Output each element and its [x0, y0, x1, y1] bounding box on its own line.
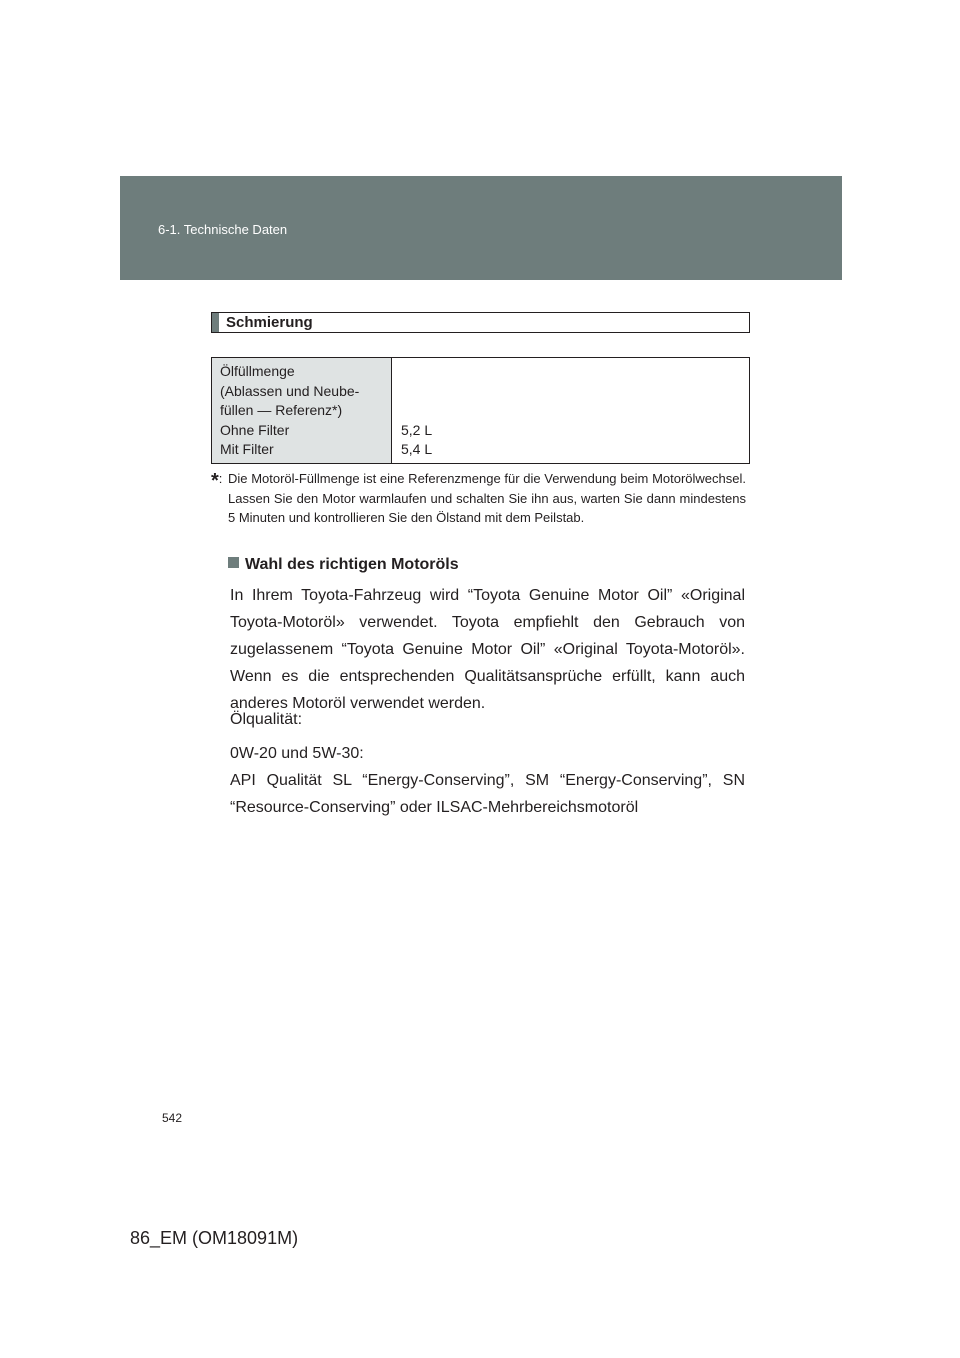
- section-title-bar: [211, 312, 750, 333]
- api-quality-line: API Qualität SL “Energy-Conserving”, SM “Energy-Conserving”, SN “Resource-Conserving” oder ILSAC-Mehrbereichsmotoröl: [230, 772, 745, 816]
- footnote: [211, 469, 746, 528]
- section-title: Schmierung: [226, 314, 313, 331]
- spec-label-line: füllen — Referenz*): [220, 402, 343, 418]
- page-number: 542: [162, 1111, 183, 1125]
- body-paragraph: In Ihrem Toyota-Fahrzeug wird “Toyota Genuine Motor Oil” «Original Toyota-Motoröl» verwendet. Toyota empfiehlt den Gebrauch von zugelassenem “Toyota Genuine Motor Oil” «Original Toyota-Motoröl». Wenn es die entsprechenden Qualitätsansprüche erfüllt, kann auch anderes Motoröl verwendet werden.: [230, 587, 745, 712]
- spec-label-cell: [212, 358, 392, 463]
- spec-table: [211, 357, 750, 464]
- spec-value-with-filter: 5,4 L: [401, 441, 433, 457]
- header-band: [120, 176, 842, 280]
- oil-quality-spec: [230, 740, 745, 821]
- section-label: 6-1. Technische Daten: [158, 222, 288, 237]
- document-code: 86_EM (OM18091M): [130, 1228, 299, 1248]
- section-title-accent: [212, 313, 219, 332]
- footnote-text: Die Motoröl-Füllmenge ist eine Referenzmenge für die Verwendung beim Motorölwechsel. Lassen Sie den Motor warmlaufen und schalten Sie ihn aus, warten Sie dann mindestens 5 Minuten und kontrollieren Sie den Ölstand mit dem Peilstab.: [228, 471, 746, 525]
- viscosity-line: 0W-20 und 5W-30:: [230, 745, 364, 762]
- spec-label-line: Mit Filter: [220, 441, 274, 457]
- spec-label-line: (Ablassen und Neube-: [220, 382, 360, 399]
- spec-value-without-filter: 5,2 L: [401, 421, 433, 438]
- oil-quality-label: Ölqualität:: [230, 711, 303, 728]
- square-bullet-icon: [228, 557, 239, 568]
- subheading: [228, 556, 459, 574]
- spec-label-line: Ohne Filter: [220, 421, 290, 438]
- spec-label-line: Ölfüllmenge: [220, 363, 295, 379]
- spec-value-cell: [392, 358, 749, 463]
- footnote-marker: *:: [211, 470, 223, 492]
- subheading-text: Wahl des richtigen Motoröls: [245, 556, 459, 573]
